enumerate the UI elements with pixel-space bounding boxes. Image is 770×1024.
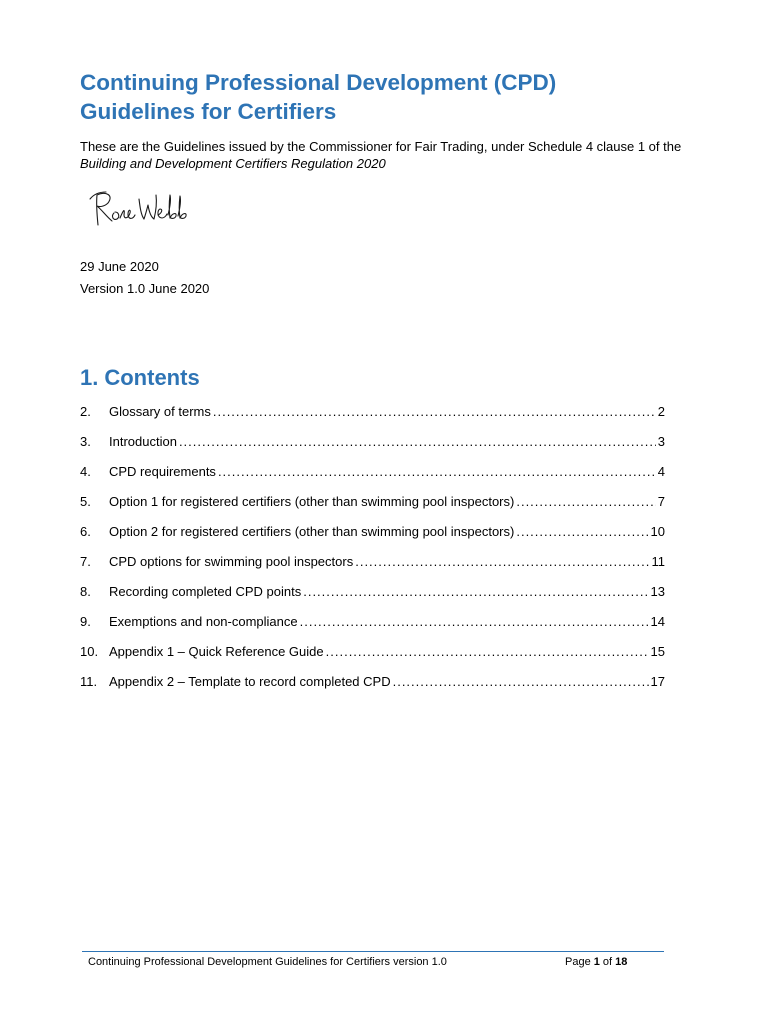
toc-entry[interactable] [80,583,665,613]
regulation-name: Building and Development Certifiers Regulation 2020 [80,156,386,171]
toc-leader-dots [326,643,649,660]
toc-entry-title[interactable]: Appendix 1 – Quick Reference Guide [109,644,324,659]
toc-entry[interactable] [80,523,665,553]
footer-page-total: 18 [615,956,628,968]
toc-entry-page[interactable]: 10 [650,524,665,539]
toc-entry-number: 4. [80,464,91,479]
toc-entry-number: 3. [80,434,91,449]
toc-leader-dots [213,403,656,420]
toc-entry-number: 6. [80,524,91,539]
toc-entry[interactable] [80,553,665,583]
toc-entry[interactable] [80,433,665,463]
toc-entry-number: 5. [80,494,91,509]
toc-entry-page[interactable]: 13 [650,584,665,599]
toc-leader-dots [218,463,656,480]
toc-leader-dots [516,523,648,540]
toc-entry-page[interactable]: 15 [650,644,665,659]
toc-entry[interactable] [80,463,665,493]
toc-leader-dots [179,433,656,450]
toc-entry-number: 2. [80,404,91,419]
toc-entry[interactable] [80,643,665,673]
toc-entry-page[interactable]: 7 [657,494,665,509]
contents-heading-text: Contents [104,365,200,390]
contents-heading-number: 1. [80,365,99,390]
footer-page-of: of [599,956,616,968]
toc-entry-title[interactable]: Option 2 for registered certifiers (other than swimming pool inspectors) [109,524,515,539]
toc-leader-dots [516,493,655,510]
table-of-contents [80,403,665,703]
version-text: Version 1.0 June 2020 [80,281,210,296]
toc-entry-number: 9. [80,614,91,629]
toc-entry-number: 7. [80,554,91,569]
toc-entry-number: 10. [80,644,99,659]
document-title-line-1: Continuing Professional Development (CPD) [80,70,557,95]
toc-entry[interactable] [80,613,665,643]
toc-entry-title[interactable]: CPD requirements [109,464,216,479]
toc-entry[interactable] [80,673,665,703]
signature-image [84,185,194,233]
intro-text: These are the Guidelines issued by the Commissioner for Fair Trading, under Schedule 4 clause 1 of the [80,139,682,154]
toc-leader-dots [300,613,649,630]
toc-entry-title[interactable]: Glossary of terms [109,404,211,419]
toc-entry-title[interactable]: Recording completed CPD points [109,584,302,599]
toc-entry-page[interactable]: 4 [657,464,665,479]
document-title-line-2: Guidelines for Certifiers [80,99,337,124]
toc-entry[interactable] [80,493,665,523]
toc-entry-page[interactable]: 17 [650,674,665,689]
toc-entry-number: 11. [80,674,98,689]
footer-page-number [565,955,627,969]
footer-divider [82,951,664,952]
toc-entry[interactable] [80,403,665,433]
toc-leader-dots [355,553,649,570]
date-block [80,256,209,300]
toc-leader-dots [393,673,649,690]
toc-entry-page[interactable]: 3 [657,434,665,449]
toc-entry-title[interactable]: Appendix 2 – Template to record completed CPD [109,674,391,689]
toc-entry-title[interactable]: Option 1 for registered certifiers (other than swimming pool inspectors) [109,494,515,509]
toc-entry-page[interactable]: 2 [657,404,665,419]
contents-heading [80,364,200,392]
toc-leader-dots [303,583,648,600]
footer-page-current: 1 [593,956,600,968]
toc-entry-title[interactable]: Exemptions and non-compliance [109,614,298,629]
toc-entry-number: 8. [80,584,91,599]
footer-document-name: Continuing Professional Development Guidelines for Certifiers version 1.0 [88,956,447,968]
document-title [80,68,720,126]
toc-entry-title[interactable]: CPD options for swimming pool inspectors [109,554,354,569]
toc-entry-page[interactable]: 11 [651,554,665,569]
toc-entry-title[interactable]: Introduction [109,434,177,449]
intro-paragraph [80,138,720,172]
issue-date: 29 June 2020 [80,259,159,274]
toc-entry-page[interactable]: 14 [650,614,665,629]
footer-page-label: Page [565,956,594,968]
